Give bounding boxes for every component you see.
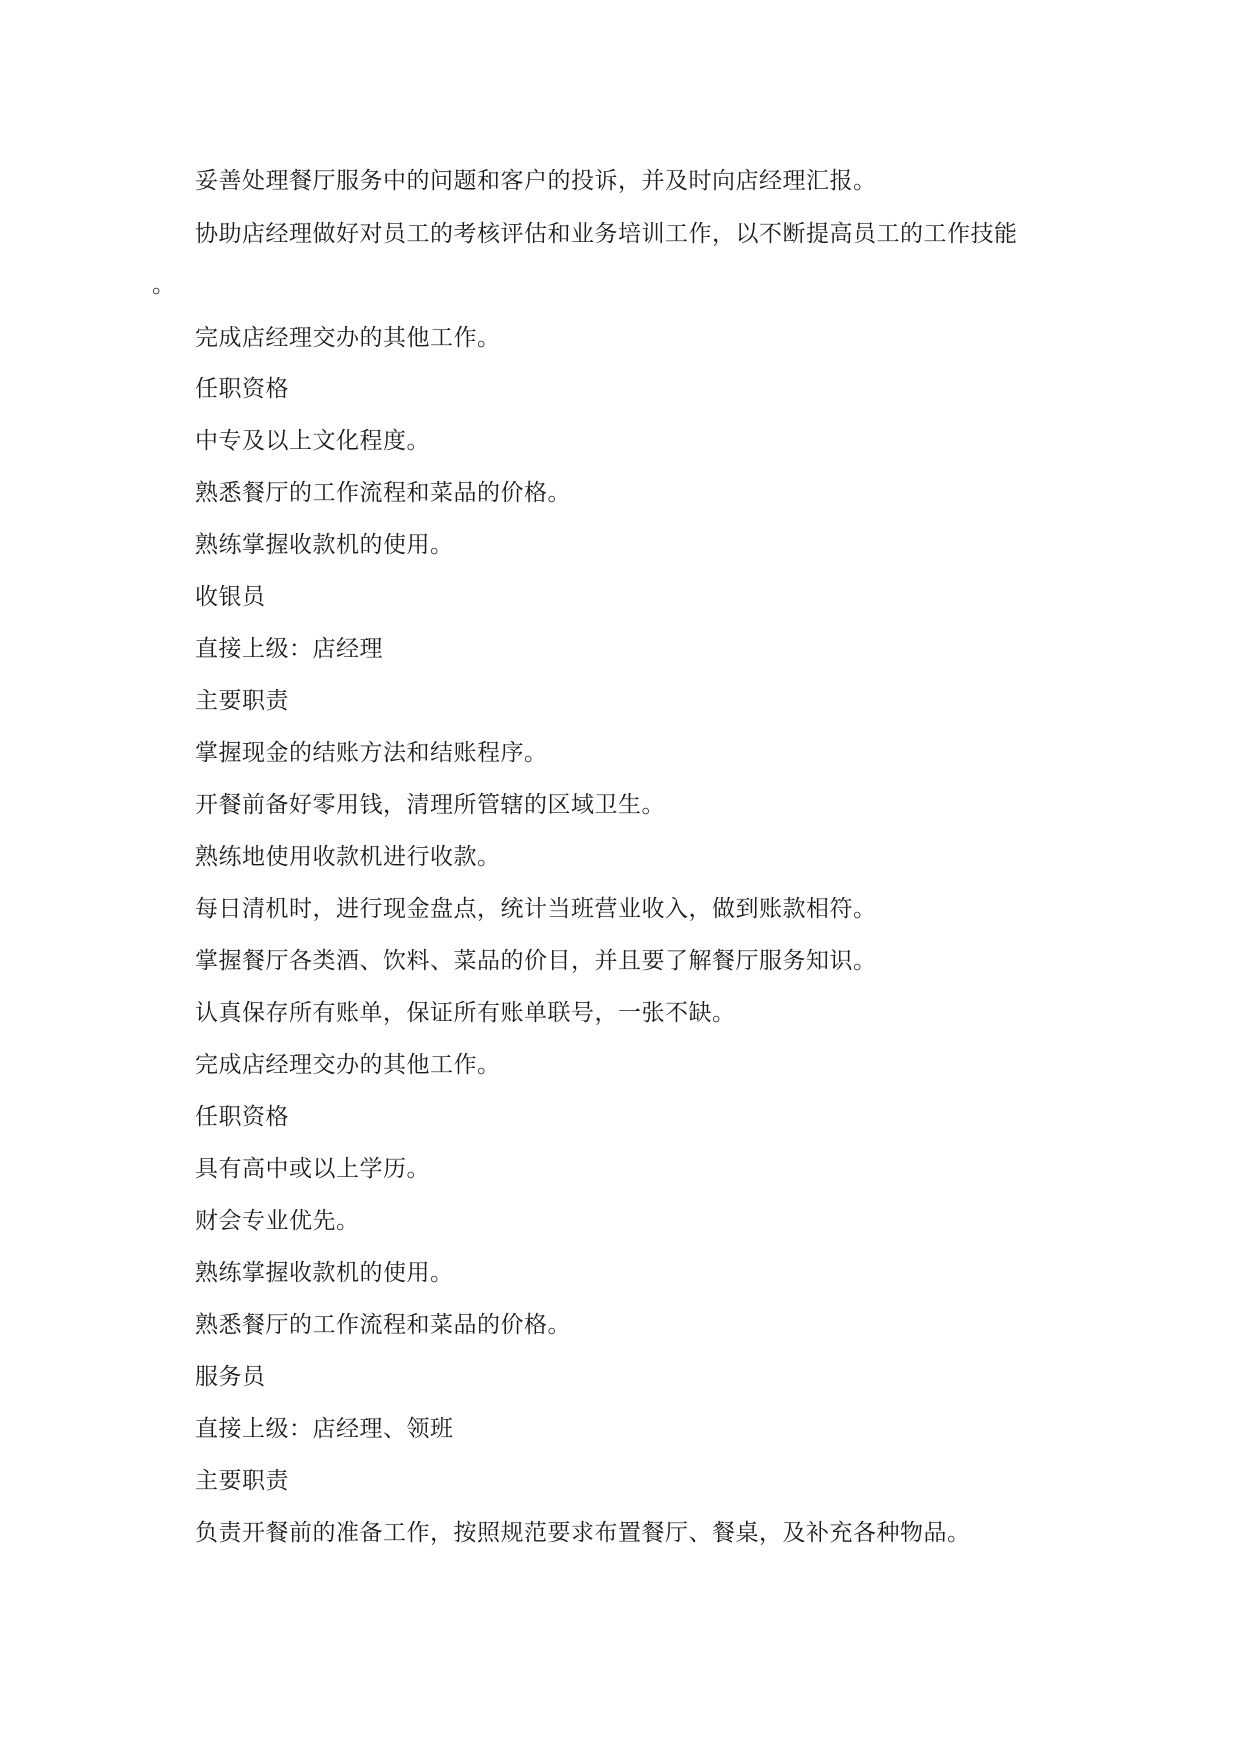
text-line: 熟悉餐厅的工作流程和菜品的价格。 [195, 1312, 571, 1338]
text-line: 熟练地使用收款机进行收款。 [195, 844, 501, 870]
section-heading: 主要职责 [195, 1468, 289, 1494]
text-line: 财会专业优先。 [195, 1208, 360, 1234]
text-line: 妥善处理餐厅服务中的问题和客户的投诉，并及时向店经理汇报。 [195, 168, 877, 194]
text-line: 熟练掌握收款机的使用。 [195, 1260, 454, 1286]
text-line: 完成店经理交办的其他工作。 [195, 325, 501, 351]
section-heading: 任职资格 [195, 1104, 289, 1130]
text-line: 协助店经理做好对员工的考核评估和业务培训工作，以不断提高员工的工作技能 [195, 221, 1018, 247]
text-line: 掌握现金的结账方法和结账程序。 [195, 740, 548, 766]
text-line: 熟练掌握收款机的使用。 [195, 532, 454, 558]
section-heading: 服务员 [195, 1364, 266, 1390]
text-line: 。 [152, 272, 176, 298]
text-line: 完成店经理交办的其他工作。 [195, 1052, 501, 1078]
text-line: 认真保存所有账单，保证所有账单联号，一张不缺。 [195, 1000, 736, 1026]
section-heading: 任职资格 [195, 376, 289, 402]
text-line: 中专及以上文化程度。 [195, 428, 430, 454]
text-line: 熟悉餐厅的工作流程和菜品的价格。 [195, 480, 571, 506]
text-line: 负责开餐前的准备工作，按照规范要求布置餐厅、餐桌，及补充各种物品。 [195, 1520, 971, 1546]
section-heading: 收银员 [195, 584, 266, 610]
section-heading: 主要职责 [195, 688, 289, 714]
text-line: 直接上级：店经理 [195, 636, 383, 662]
text-line: 具有高中或以上学历。 [195, 1156, 430, 1182]
text-line: 掌握餐厅各类酒、饮料、菜品的价目，并且要了解餐厅服务知识。 [195, 948, 877, 974]
text-line: 直接上级：店经理、领班 [195, 1416, 454, 1442]
text-line: 每日清机时，进行现金盘点，统计当班营业收入，做到账款相符。 [195, 896, 877, 922]
text-line: 开餐前备好零用钱，清理所管辖的区域卫生。 [195, 792, 665, 818]
